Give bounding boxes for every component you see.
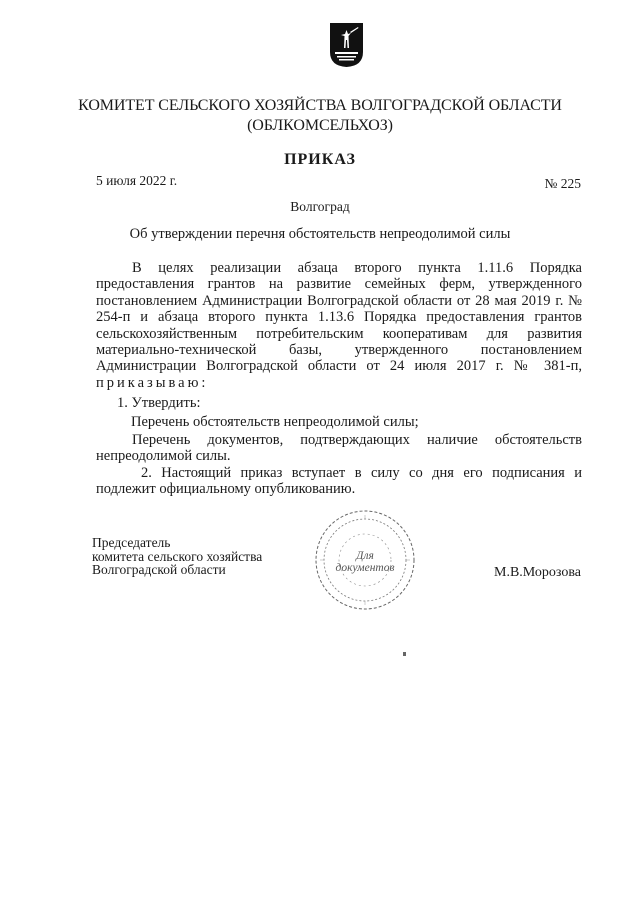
order-word: приказываю: (96, 374, 209, 391)
preamble-paragraph (96, 260, 582, 391)
document-city: Волгоград (290, 199, 350, 214)
signatory-position-line: Волгоградской области (92, 562, 226, 577)
signatory-position-line: Председатель (92, 535, 171, 550)
document-subject: Об утверждении перечня обстоятельств непреодолимой силы (129, 226, 511, 242)
item-1-list-b: Перечень документов, подтверждающих наличие обстоятельств непреодолимой силы. (96, 432, 582, 465)
stamp-text: Для (356, 550, 374, 562)
document-date: 5 июля 2022 г. (96, 173, 178, 188)
official-stamp (313, 508, 417, 612)
document-number: № 225 (544, 176, 581, 191)
organization-name: КОМИТЕТ СЕЛЬСКОГО ХОЗЯЙСТВА ВОЛГОГРАДСКОЙ ОБЛАСТИ (78, 97, 562, 114)
stamp-text: документов (335, 562, 395, 574)
coat-of-arms-icon (329, 22, 364, 68)
signatory-position (92, 536, 262, 577)
item-1-heading: 1. Утвердить: (117, 395, 201, 411)
signatory-position-line: комитета сельского хозяйства (92, 548, 263, 564)
organization-abbreviation: (ОБЛКОМСЕЛЬХОЗ) (247, 117, 393, 134)
document-type: ПРИКАЗ (284, 151, 356, 168)
preamble-text: В целях реализации абзаца второго пункта 1.11.6 Порядка предоставления грантов на развитие семейных ферм, утвержденного постановлением Администрации Волгоградской области от 28 мая 2019 г. № 254-п и абзаца второго пункта 1.13.6 Порядка предоставления грантов сельскохозяйственным потребительским кооперативам для развития материально-технической базы, утвержденного постановлением Администрации Волгоградской области от 24 июля 2017 г. № 381-п, (96, 260, 582, 375)
item-2-paragraph: 2. Настоящий приказ вступает в силу со дня его подписания и подлежит официальному опубликованию. (96, 465, 582, 498)
signatory-name: М.В.Морозова (494, 565, 581, 580)
item-1-list-a: Перечень обстоятельств непреодолимой силы; (131, 414, 419, 430)
scan-mark (403, 652, 406, 656)
